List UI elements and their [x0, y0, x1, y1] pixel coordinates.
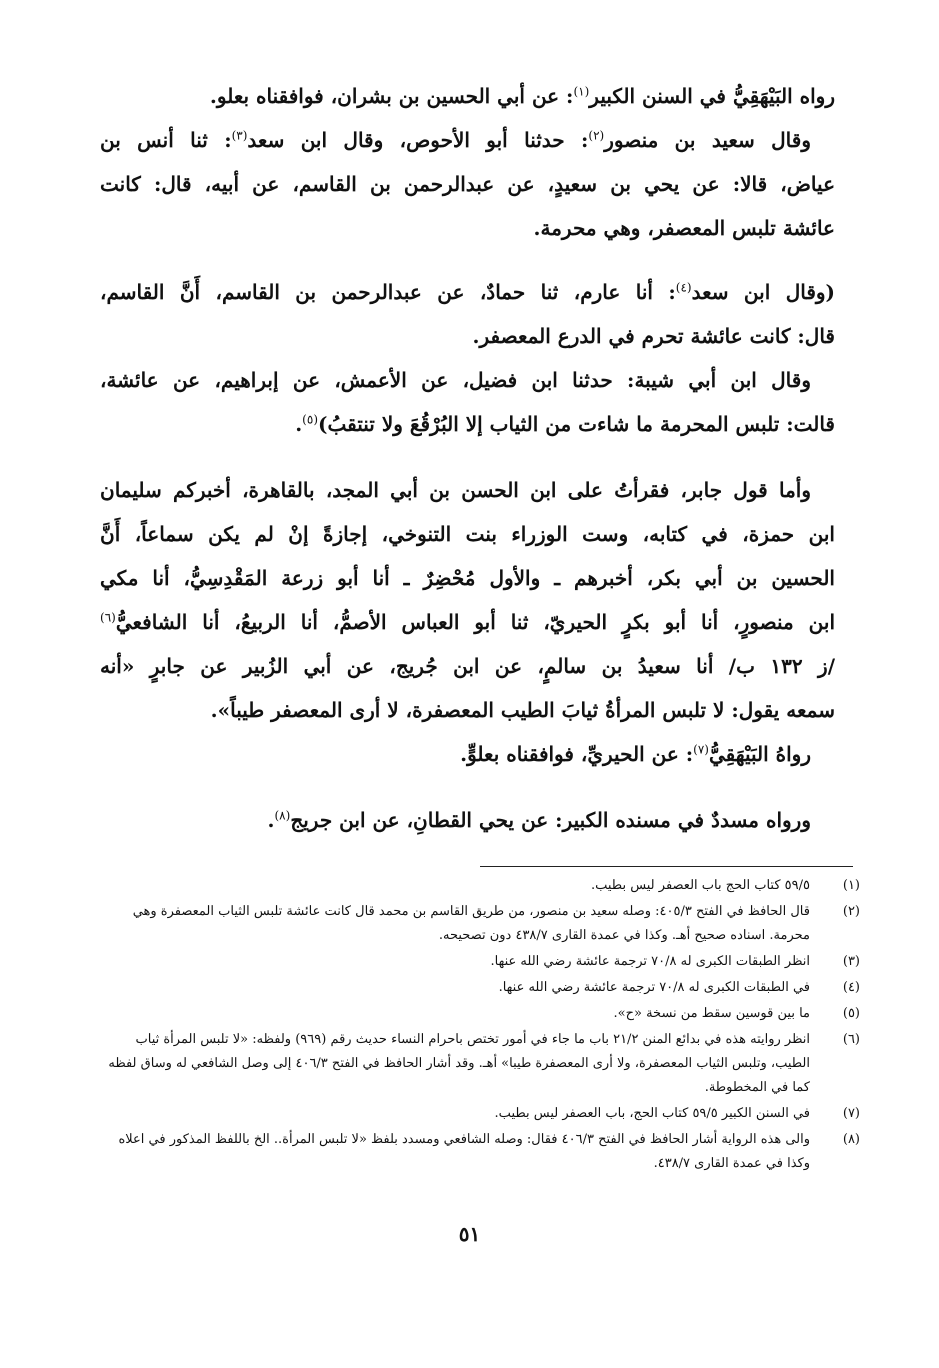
- footnote-text: ما بين قوسين سقط من نسخة «ح».: [613, 1006, 810, 1021]
- footnote-number: (٨): [842, 1132, 860, 1147]
- footnote-number: (٥): [842, 1006, 860, 1021]
- footnote: [100, 1002, 860, 1026]
- footnote-text: في السنن الكبير ٥٩/٥ كتاب الحج، باب العصفر ليس بطيب.: [494, 1106, 810, 1121]
- main-text-block-3: [100, 468, 835, 776]
- footnote-number: (٢): [842, 904, 860, 919]
- footnote: [100, 1028, 860, 1100]
- text-line: رواه البَيْهَقِيُّ في السنن الكبير$^{(١)}$: عن أبي الحسين بن بشران، فوافقناه بعلو.: [209, 84, 835, 108]
- page-number: ٥١: [458, 1222, 481, 1246]
- text-line: سمعه يقول: لا تلبس المرأةُ ثيابَ الطيب المعصفرة، لا أرى المعصفر طيباً».: [210, 698, 835, 722]
- footnote-text: في الطبقات الكبرى له ٧٠/٨ ترجمة عائشة رضي الله عنها.: [498, 980, 810, 995]
- footnote-ref: (١): [573, 84, 590, 99]
- text-line: عائشة تلبس المعصفر، وهي محرمة.: [533, 216, 835, 240]
- footnote-ref: (٤): [675, 280, 692, 295]
- text-line: قالت: تلبس المحرمة ما شاءت من الثياب إلا البُرْقُعَ ولا تنتقبُ)$^{(٥)}$.: [295, 412, 835, 436]
- footnote: [100, 976, 860, 1000]
- text-line: ابن حمزة، في كتابه، وست الوزراء بنت التنوخي، إجازةً إنْ لم يكن سماعاً، أَنَّ: [100, 522, 835, 546]
- main-text: [100, 74, 835, 250]
- footnote: [100, 1128, 860, 1176]
- text-line: الحسين بن أبي بكر، أخبرهم ـ والأول مُحْضِرٌ ـ أنا أبو زرعة المَقْدِسِيُّ، أنا مكي: [100, 566, 835, 590]
- text-line: ابن منصورٍ، أنا أبو بكرٍ الحيريّ، ثنا أبو العباس الأصمُّ، أنا الربيعُ، أنا الشافعيُّ$^{(٦)}$: [100, 610, 835, 634]
- footnote-text: والى هذه الرواية أشار الحافظ في الفتح ٤٠٦/٣ فقال: وصله الشافعي ومسدد بلفظ «لا تلبس المرأة.. الخ باللفظ المذكور في اعلاه وكذا في عمدة القارى ٤٣٨/٧.: [118, 1132, 810, 1171]
- text-line: ورواه مسددٌ في مسنده الكبير: عن يحي القطانِ، عن ابن جريج$^{(٨)}$.: [267, 808, 811, 832]
- footnotes: [100, 874, 860, 1178]
- footnote-number: (٧): [842, 1106, 860, 1121]
- text-line: /ز ١٣٢ ب/ أنا سعيدُ بن سالمٍ، عن ابن جُريج، عن أبي الزُبير عن جابرٍ «أنه: [100, 654, 835, 678]
- footnote-ref: (٧): [693, 742, 709, 757]
- footnote-number: (٤): [842, 980, 860, 995]
- text-line: قال: كانت عائشة تحرم في الدرع المعصفر.: [472, 324, 835, 348]
- text-line: وأما قول جابر، فقرأتُ على ابن الحسن بن أبي المجد، بالقاهرة، أخبركم سليمان: [100, 478, 811, 502]
- footnote-text: قال الحافظ في الفتح ٤٠٥/٣: وصله سعيد بن منصور، من طريق القاسم بن محمد قال كانت عائشة تلبس الثياب المعصفرة وهي محرمة. اسناده صحيح أهـ. وكذا في عمدة القارى ٤٣٨/٧ دون تصحيحه.: [132, 904, 810, 943]
- footnote-text: ٥٩/٥ كتاب الحج باب العصفر ليس بطيب.: [590, 878, 810, 893]
- footnote-ref: (٥): [302, 412, 318, 427]
- footnote-text: انظر الطبقات الكبرى له ٧٠/٨ ترجمة عائشة رضي الله عنها.: [490, 954, 810, 969]
- text-line: (وقال ابن سعد$^{(٤)}$: أنا عارم، ثنا حمادٌ، عن عبدالرحمن بن القاسم، أَنَّ القاسم،: [100, 280, 835, 304]
- footnote-ref: (٢): [588, 128, 605, 143]
- text-line: عياض، قالا: عن يحي بن سعيدٍ، عن عبدالرحمن بن القاسم، عن أبيه، قال: كانت: [100, 172, 835, 196]
- footnote-number: (٣): [842, 954, 860, 969]
- main-text-block-4: [100, 798, 835, 842]
- main-text-block-2: [100, 270, 835, 446]
- footnote-ref: (٨): [274, 808, 291, 823]
- footnote-divider: [480, 866, 853, 867]
- text-line: رواهُ البَيْهَقِيُّ$^{(٧)}$: عن الحيريِّ، فوافقناه بعلوٍّ.: [460, 742, 811, 766]
- text-line: وقال ابن أبي شيبة: حدثنا ابن فضيل، عن الأعمش، عن إبراهيم، عن عائشة،: [100, 368, 811, 392]
- footnote: [100, 874, 860, 898]
- footnote-ref: (٦): [100, 610, 116, 625]
- footnote-number: (٦): [842, 1032, 860, 1047]
- text-line: وقال سعيد بن منصور$^{(٢)}$: حدثنا أبو الأحوص، وقال ابن سعد$^{(٣)}$: ثنا أنس بن: [100, 128, 811, 152]
- footnote: [100, 950, 860, 974]
- footnote: [100, 1102, 860, 1126]
- footnote-text: انظر روايته هذه في بدائع المنن ٢١/٢ باب ما جاء في أمور تختص باحرام النساء حديث رقم (٩٦٩) ولفظه: «لا تلبس المرأة ثياب الطيب، وتلبس الثياب المعصفرة، ولا أرى المعصفرة طيبا» أهـ. وقد أشار الحافظ في الفتح ٤٠٦/٣ إلى وصل الشافعي له وساق لفظه كما في المخطوطة.: [108, 1032, 810, 1095]
- footnote-ref: (٣): [231, 128, 248, 143]
- footnote: [100, 900, 860, 948]
- footnote-number: (١): [842, 878, 860, 893]
